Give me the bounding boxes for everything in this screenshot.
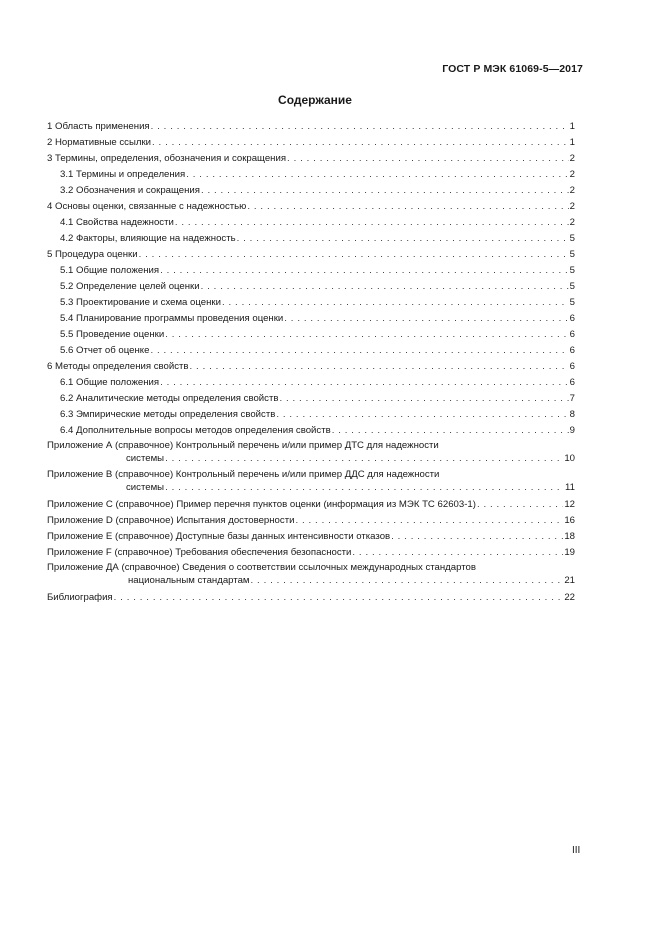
- toc-entry[interactable]: 3 Термины, определения, обозначения и сокращения . . . 2: [47, 151, 575, 167]
- toc-entry-appendix-f[interactable]: Приложение F (справочное) Требования обеспечения безопасности . . . 19: [47, 545, 575, 561]
- toc-entry-bibliography[interactable]: Библиография . . . 22: [47, 590, 575, 606]
- toc-entry[interactable]: 5.1 Общие положения . . . 5: [47, 263, 575, 279]
- toc-entry[interactable]: 5.4 Планирование программы проведения оценки . . . 6: [47, 311, 575, 327]
- toc-entry[interactable]: 1 Область применения . . . 1: [47, 119, 575, 135]
- toc-entry[interactable]: 5.2 Определение целей оценки . . . 5: [47, 279, 575, 295]
- toc-entry[interactable]: 6.2 Аналитические методы определения свойств . . . 7: [47, 391, 575, 407]
- toc-entry[interactable]: 2 Нормативные ссылки . . . 1: [47, 135, 575, 151]
- table-of-contents: [47, 119, 575, 606]
- toc-entry[interactable]: 5 Процедура оценки . . . 5: [47, 247, 575, 263]
- toc-entry-appendix-e[interactable]: Приложение Е (справочное) Доступные базы данных интенсивности отказов . . . 18: [47, 529, 575, 545]
- page-number: III: [572, 845, 581, 856]
- document-header: ГОСТ Р МЭК 61069-5—2017: [442, 63, 583, 75]
- toc-entry-appendix-d[interactable]: Приложение D (справочное) Испытания достоверности . . . 16: [47, 513, 575, 529]
- toc-entry-appendix-c[interactable]: Приложение С (справочное) Пример перечня пунктов оценки (информация из МЭК ТС 62603-1) . . . 12: [47, 497, 575, 513]
- toc-entry-appendix-b[interactable]: Приложение В (справочное) Контрольный перечень и/или пример ДДС для надежности системы . . . 11: [47, 468, 575, 497]
- toc-entry[interactable]: 5.5 Проведение оценки . . . 6: [47, 327, 575, 343]
- toc-entry[interactable]: 6.3 Эмпирические методы определения свойств . . . 8: [47, 407, 575, 423]
- toc-title: Содержание: [278, 93, 352, 107]
- toc-entry[interactable]: 6.1 Общие положения . . . 6: [47, 375, 575, 391]
- toc-entry[interactable]: 3.1 Термины и определения . . . 2: [47, 167, 575, 183]
- toc-entry[interactable]: 3.2 Обозначения и сокращения . . . 2: [47, 183, 575, 199]
- toc-entry[interactable]: 5.6 Отчет об оценке . . . 6: [47, 343, 575, 359]
- toc-entry[interactable]: 6.4 Дополнительные вопросы методов определения свойств . . . 9: [47, 423, 575, 439]
- toc-entry[interactable]: 5.3 Проектирование и схема оценки . . . 5: [47, 295, 575, 311]
- toc-entry-appendix-a[interactable]: Приложение А (справочное) Контрольный перечень и/или пример ДТС для надежности системы . . . 10: [47, 439, 575, 468]
- toc-entry-appendix-da[interactable]: Приложение ДА (справочное) Сведения о соответствии ссылочных международных стандартов национальным стандартам . . . 21: [47, 561, 575, 590]
- toc-entry[interactable]: 4.1 Свойства надежности . . . 2: [47, 215, 575, 231]
- toc-entry[interactable]: 4 Основы оценки, связанные с надежностью . . . 2: [47, 199, 575, 215]
- toc-entry[interactable]: 6 Методы определения свойств . . . 6: [47, 359, 575, 375]
- toc-entry[interactable]: 4.2 Факторы, влияющие на надежность . . . 5: [47, 231, 575, 247]
